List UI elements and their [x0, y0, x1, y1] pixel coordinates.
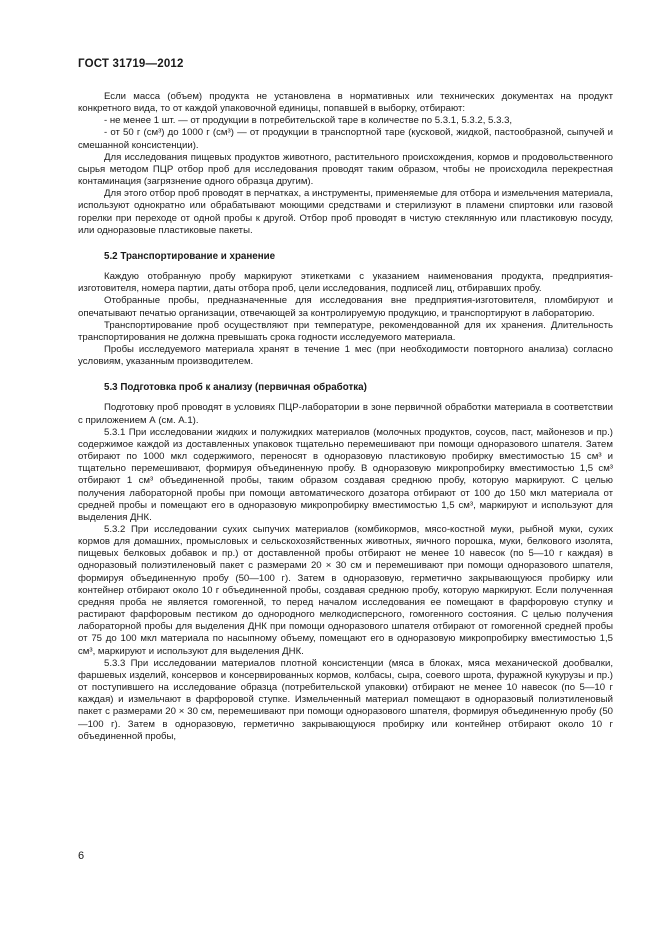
- section-heading-5-2: 5.2 Транспортирование и хранение: [104, 250, 276, 262]
- paragraph-intro-2: Для исследования пищевых продуктов животного, растительного происхождения, кормов и продовольственного сырья методом ПЦР отбор проб для исследования проводят таким образом, чтобы не происходила перекрестная контаминация (загрязнение одного образца другим).: [78, 151, 613, 188]
- page-number: 6: [78, 850, 85, 862]
- paragraph-intro-1: Если масса (объем) продукта не установлена в нормативных или технических документах на продукт конкретного вида, то от каждой упаковочной единицы, попавшей в выборку, отбирают:: [78, 91, 613, 115]
- list-item-transport-package: - от 50 г (см³) до 1000 г (см³) — от продукции в транспортной таре (кусковой, жидкой, пастообразной, сыпучей и смешанной консистенции).: [78, 127, 613, 151]
- paragraph-5-2-3: Транспортирование проб осуществляют при температуре, рекомендованной для их хранения. Длительность транспортирования не должна превышать срока годности исследуемого материала.: [78, 319, 613, 343]
- paragraph-5-3-2: 5.3.2 При исследовании сухих сыпучих материалов (комбикормов, мясо-костной муки, рыбной муки, сухих кормов для домашних, промысловых и сельскохозяйственных животных, яичного порошка, муки, белкового изолята, пищевых белковых добавок и пр.) от доставленной пробы отбирают не менее 10 навесок (по 5—10 г каждая) в одноразовый полиэтиленовый пакет с размерами 20 × 30 см и перемешивают при помощи одноразового шпателя, формируя объединенную пробу (50—100 г). Затем в одноразовую, герметично закрывающуюся пробирку или контейнер отбирают около 10 г объединенной пробы, создавая среднюю пробу, которую маркируют. Если полученная средняя проба не является гомогенной, то перед началом исследования ее помещают в фарфоровую ступку и растирают фарфоровым пестиком до однородного мелкодисперсного, гомогенного состояния. С целью получения лабораторной пробы для выделения ДНК при помощи одноразового шпателя отбирают от гомогенной средней пробы от 75 до 100 мкл материала по насыпному объему, помещают его в одноразовую микропробирку вместимостью 1,5 см³, маркируют и используют для выделения ДНК.: [78, 524, 613, 657]
- paragraph-5-2-1: Каждую отобранную пробу маркируют этикетками с указанием наименования продукта, предприятия-изготовителя, номера партии, даты отбора проб, цели исследования, подписей лиц, отбиравших пробу.: [78, 271, 613, 295]
- paragraph-5-3-0: Подготовку проб проводят в условиях ПЦР-лаборатории в зоне первичной обработки материала в соответствии с приложением А (см. А.1).: [78, 402, 613, 426]
- document-header: ГОСТ 31719—2012: [78, 58, 184, 70]
- list-item-consumer-package: - не менее 1 шт. — от продукции в потребительской таре в количестве по 5.3.1, 5.3.2, 5.3.3,: [104, 115, 513, 127]
- paragraph-5-2-2: Отобранные пробы, предназначенные для исследования вне предприятия-изготовителя, пломбируют и опечатывают печатью организации, отвечающей за контролируемую продукцию, и транспортируют в лабораторию.: [78, 295, 613, 319]
- document-body: [78, 91, 613, 743]
- section-heading-5-3: 5.3 Подготовка проб к анализу (первичная обработка): [104, 382, 367, 394]
- paragraph-5-3-1: 5.3.1 При исследовании жидких и полужидких материалов (молочных продуктов, соусов, паст, майонезов и пр.) содержимое каждой из доставленных упаковок тщательно перемешивают при помощи одноразового шпателя. Затем отбирают по 1000 мкл содержимого, переносят в одноразовую пластиковую пробирку вместимостью 15 см³ и тщательно перемешивают, формируя объединенную пробу. В одноразовую микропробирку вместимостью 1,5 см³ отбирают 1 см³ объединенной пробы, таким образом создавая среднюю пробу, которую маркируют. С целью получения лабораторной пробы при помощи автоматического дозатора отбирают от 100 до 150 мкл материала от средней пробы и помещают его в одноразовую микропробирку вместимостью 1,5 см³, маркируют и используют для выделения ДНК.: [78, 426, 613, 523]
- paragraph-5-2-4: Пробы исследуемого материала хранят в течение 1 мес (при необходимости повторного анализа) согласно условиям, указанным производителем.: [78, 343, 613, 368]
- paragraph-intro-3: Для этого отбор проб проводят в перчатках, а инструменты, применяемые для отбора и измельчения материала, используют однократно или обрабатывают моющими средствами и стерилизуют в пламени спиртовки или газовой горелки при переходе от одной пробы к другой. Отбор проб проводят в чистую стеклянную или пластиковую посуду, или одноразовые пластиковые пакеты.: [78, 188, 613, 236]
- paragraph-5-3-3: 5.3.3 При исследовании материалов плотной консистенции (мяса в блоках, мяса механической дообвалки, фаршевых изделий, консервов и консервированных кормов, колбасы, сыра, соевого шрота, фуражной кукурузы и пр.) от поступившего на исследование образца (потребительской упаковки) отбирают не менее 10 навесок (по 5—10 г каждая) и измельчают в фарфоровой ступке. Измельченный материал помещают в одноразовый полиэтиленовый пакет с размерами 20 × 30 см, перемешивают при помощи одноразового шпателя, формируя объединенную пробу (50—100 г). Затем в одноразовую, герметично закрывающуюся пробирку или контейнер отбирают около 10 г объединенной пробы,: [78, 657, 613, 742]
